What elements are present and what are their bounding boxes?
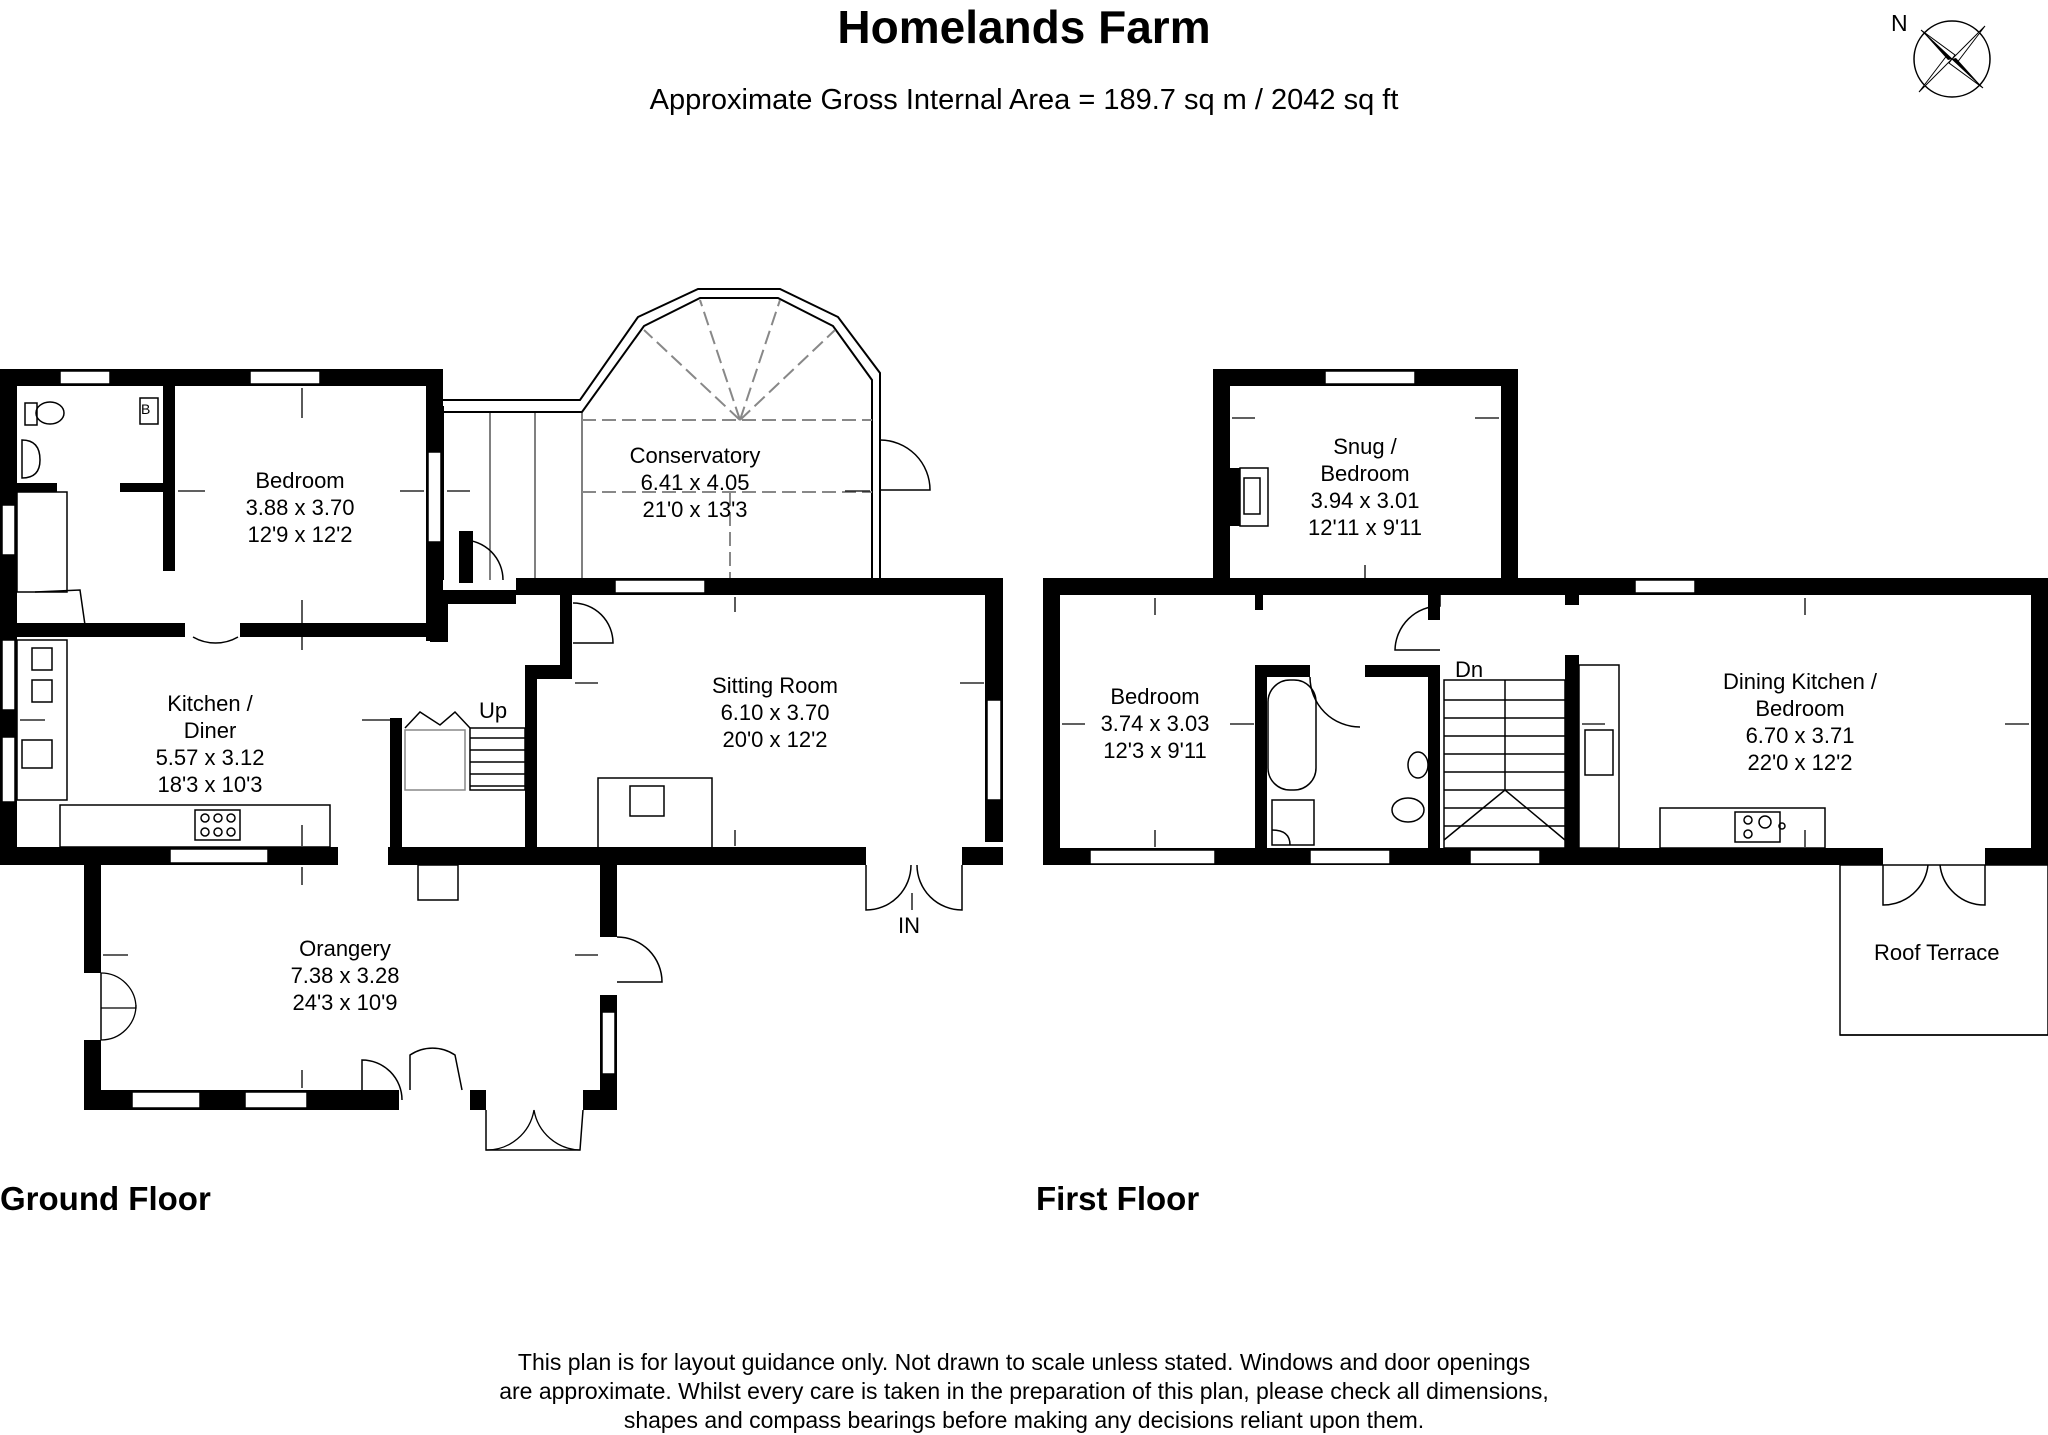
room-name-line1: Kitchen / [167,691,253,716]
conservatory-outline [443,289,930,580]
disclaimer-line-1: This plan is for layout guidance only. Not drawn to scale unless stated. Windows and door openings [517,1349,1531,1375]
room-imperial: 24'3 x 10'9 [292,990,398,1015]
boiler-label: B [141,401,151,417]
first-floor-dimension-arrows [1062,418,2029,847]
room-name: Orangery [299,936,391,961]
compass-north-label: N [1891,10,1908,36]
entrance-label: IN [898,913,920,938]
snug-bedroom-label [1290,433,1440,541]
room-name-line1: Dining Kitchen / [1722,669,1878,694]
room-name: Bedroom [1110,684,1200,709]
room-imperial: 18'3 x 10'3 [157,772,263,797]
room-name-line2: Bedroom [1755,696,1845,721]
roof-terrace-label: Roof Terrace [1874,940,2000,965]
room-imperial: 22'0 x 12'2 [1747,750,1853,775]
compass-rose-icon [1914,21,1990,97]
disclaimer [0,1348,2048,1435]
disclaimer-line-3: shapes and compass bearings before making any decisions reliant upon them. [623,1407,1425,1433]
kitchen-diner-label [140,690,280,798]
room-name: Bedroom [255,468,345,493]
room-imperial: 12'3 x 9'11 [1103,738,1207,763]
room-imperial: 20'0 x 12'2 [722,727,828,752]
room-metric: 3.74 x 3.03 [1100,711,1210,736]
conservatory-label [600,442,790,523]
room-metric: 5.57 x 3.12 [155,745,265,770]
first-bedroom-label [1085,683,1225,764]
room-name-line2: Diner [183,718,237,743]
room-name: Conservatory [629,443,761,468]
dining-kitchen-label [1700,668,1900,776]
room-metric: 6.70 x 3.71 [1745,723,1855,748]
room-name-line2: Bedroom [1320,461,1410,486]
sitting-room-label [690,672,860,753]
room-imperial: 21'0 x 13'3 [642,497,748,522]
room-metric: 6.41 x 4.05 [640,470,750,495]
ground-bedroom-label [235,467,365,548]
room-metric: 3.94 x 3.01 [1310,488,1420,513]
orangery-label [275,935,415,1016]
room-name-line1: Snug / [1333,434,1397,459]
room-imperial: 12'9 x 12'2 [247,522,353,547]
room-metric: 6.10 x 3.70 [720,700,830,725]
room-metric: 7.38 x 3.28 [290,963,400,988]
disclaimer-line-2: are approximate. Whilst every care is taken in the preparation of this plan, please check all dimensions, [499,1378,1549,1404]
plan-title: Homelands Farm [837,1,1211,53]
stairs-up-label: Up [479,698,508,723]
room-metric: 3.88 x 3.70 [245,495,355,520]
first-floor-heading: First Floor [1036,1180,1200,1217]
room-imperial: 12'11 x 9'11 [1307,515,1422,540]
gross-area-subtitle: Approximate Gross Internal Area = 189.7 sq m / 2042 sq ft [649,84,1399,116]
ground-floor-heading: Ground Floor [0,1180,211,1217]
stairs-down-label: Dn [1455,657,1484,682]
room-name: Sitting Room [712,673,838,698]
